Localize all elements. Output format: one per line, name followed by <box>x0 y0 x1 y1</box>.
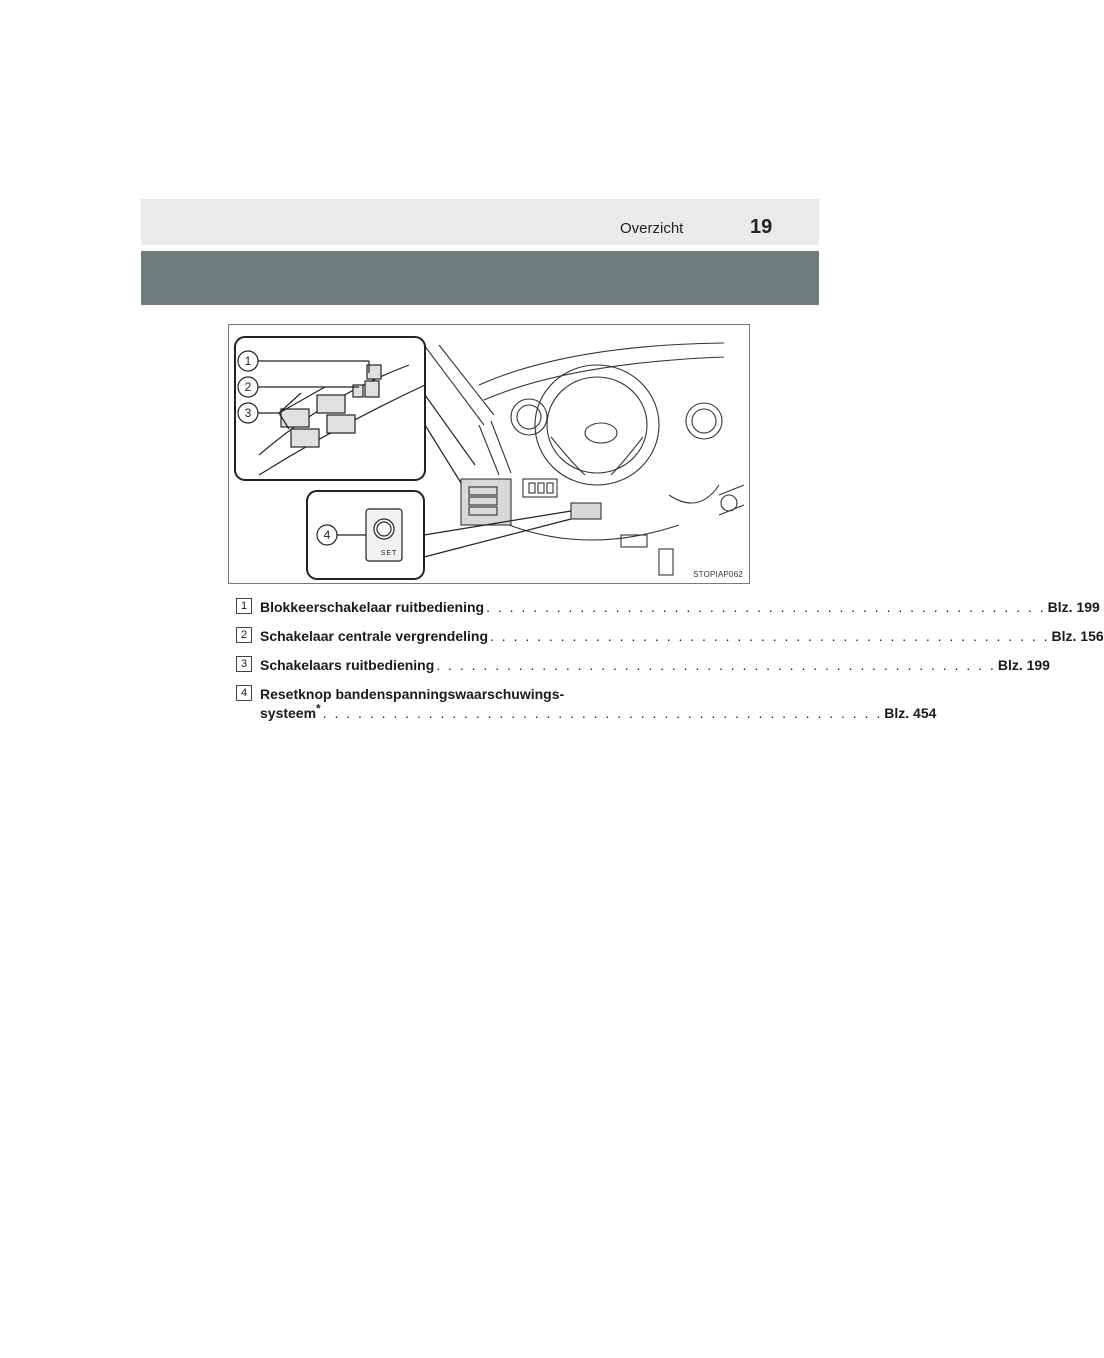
page-reference: Blz. 199 <box>1047 599 1100 615</box>
page-reference: Blz. 156 <box>1051 628 1104 644</box>
header-bar <box>141 199 819 245</box>
legend-number: 3 <box>236 656 252 672</box>
footnote-marker: * <box>316 701 321 716</box>
legend-label-line1: Resetknop bandenspanningswaarschuwings- <box>260 686 565 702</box>
legend-label: Blokkeerschakelaar ruitbediening <box>260 599 485 615</box>
legend-label-text: systeem <box>260 705 317 721</box>
dashboard-line-drawing <box>229 325 751 585</box>
legend-label: Schakelaars ruitbediening <box>260 657 435 673</box>
section-band <box>141 251 819 305</box>
legend-label-line2 <box>260 701 321 723</box>
legend-number: 4 <box>236 685 252 701</box>
set-button-label: SET <box>380 550 398 557</box>
legend-item <box>236 627 1104 646</box>
page-reference: Blz. 199 <box>997 657 1050 673</box>
leader-dots: . . . . . . . . . . . . . . . . . . . . . . . . . . . . . . . . . . . . . . . . . . . . . . . . <box>322 705 883 721</box>
legend-list <box>236 598 1104 733</box>
legend-number: 1 <box>236 598 252 614</box>
page-reference: Blz. 454 <box>884 705 937 721</box>
legend-number: 2 <box>236 627 252 643</box>
section-title: Overzicht <box>620 220 684 237</box>
legend-item <box>236 598 1100 617</box>
callout-1: 1 <box>244 354 252 368</box>
legend-item <box>236 656 1050 675</box>
callout-3: 3 <box>244 406 252 420</box>
leader-dots: . . . . . . . . . . . . . . . . . . . . . . . . . . . . . . . . . . . . . . . . . . . . . . . . <box>436 657 996 673</box>
legend-item <box>236 685 937 723</box>
dashboard-illustration <box>228 324 750 584</box>
callout-4: 4 <box>323 528 331 542</box>
callout-2: 2 <box>244 380 252 394</box>
leader-dots: . . . . . . . . . . . . . . . . . . . . . . . . . . . . . . . . . . . . . . . . . . . . . . . . <box>486 599 1046 615</box>
leader-dots: . . . . . . . . . . . . . . . . . . . . . . . . . . . . . . . . . . . . . . . . . . . . . . . . <box>490 628 1050 644</box>
legend-label: Schakelaar centrale vergrendeling <box>260 628 488 644</box>
page-number: 19 <box>750 216 773 238</box>
figure-code: STOPIAP062 <box>693 570 743 579</box>
